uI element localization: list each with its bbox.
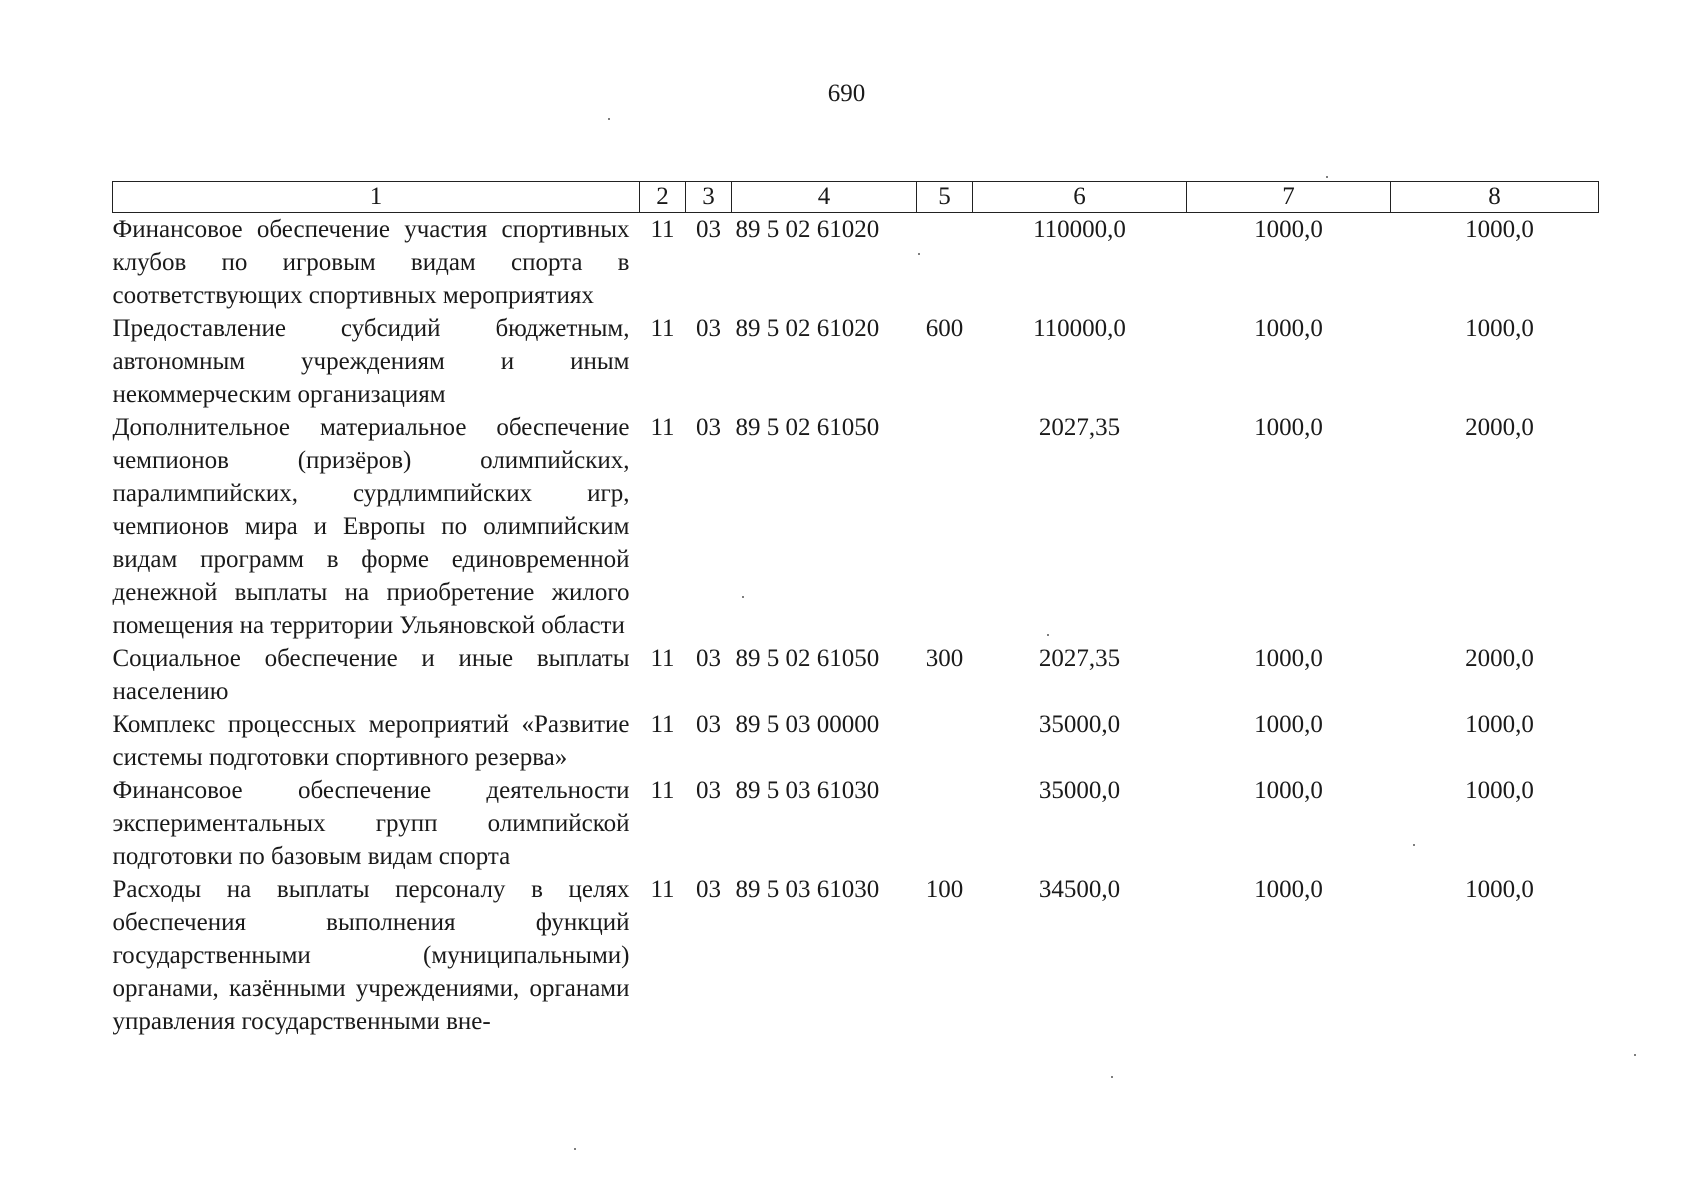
column-header: 5 — [917, 182, 973, 213]
budget-table — [112, 181, 1599, 1038]
amount-col8: 1000,0 — [1465, 216, 1534, 243]
scan-speck — [1326, 176, 1328, 178]
amount-col8: 1000,0 — [1465, 876, 1534, 903]
amount-col8: 1000,0 — [1465, 315, 1534, 342]
section-code: 11 — [650, 315, 675, 342]
amount-col6: 34500,0 — [1038, 876, 1121, 903]
scan-speck — [1047, 634, 1049, 636]
amount-col6: 2027,35 — [1038, 645, 1121, 672]
amount-col8: 2000,0 — [1465, 414, 1534, 441]
subsection-code: 03 — [696, 315, 721, 342]
subsection-code: 03 — [696, 777, 721, 804]
subsection-code: 03 — [696, 414, 721, 441]
subsection-code: 03 — [696, 711, 721, 738]
column-header: 8 — [1391, 182, 1599, 213]
expense-type-code — [917, 411, 973, 642]
target-article-code: 89 5 02 61050 — [735, 414, 880, 441]
expense-type-code — [917, 774, 973, 873]
target-article-code: 89 5 03 00000 — [735, 711, 880, 738]
row-description: Расходы на выплаты персоналу в целях обеспечения выполнения функций государственными (муниципальными) органами, казёнными учреждениями, органами управления государственными вне- — [112, 876, 630, 1035]
scan-speck — [1634, 1054, 1636, 1056]
target-article-code: 89 5 02 61050 — [735, 645, 880, 672]
expense-type-code: 100 — [925, 876, 964, 903]
expense-type-code: 300 — [925, 645, 964, 672]
amount-col7: 1000,0 — [1254, 777, 1323, 804]
target-article-code: 89 5 03 61030 — [735, 876, 880, 903]
amount-col8: 1000,0 — [1465, 777, 1534, 804]
expense-type-code: 600 — [925, 315, 964, 342]
section-code: 11 — [650, 216, 675, 243]
table-row — [113, 873, 1599, 1038]
column-header: 2 — [640, 182, 686, 213]
expense-type-code — [917, 213, 973, 313]
row-description: Финансовое обеспечение деятельности экспериментальных групп олимпийской подготовки по базовым видам спорта — [112, 777, 630, 870]
amount-col8: 2000,0 — [1465, 645, 1534, 672]
row-description: Финансовое обеспечение участия спортивных клубов по игровым видам спорта в соответствующих спортивных мероприятиях — [112, 216, 630, 309]
scan-speck — [608, 118, 610, 120]
amount-col6: 110000,0 — [1033, 315, 1126, 342]
scan-speck — [918, 253, 920, 255]
row-description: Комплекс процессных мероприятий «Развитие системы подготовки спортивного резерва» — [112, 711, 630, 771]
target-article-code: 89 5 03 61030 — [735, 777, 880, 804]
table-row — [113, 312, 1599, 411]
scan-speck — [1111, 1076, 1113, 1078]
column-header: 6 — [973, 182, 1187, 213]
subsection-code: 03 — [696, 876, 721, 903]
table-row — [113, 642, 1599, 708]
column-header: 1 — [113, 182, 640, 213]
section-code: 11 — [650, 777, 675, 804]
amount-col8: 1000,0 — [1465, 711, 1534, 738]
section-code: 11 — [650, 876, 675, 903]
table-row — [113, 774, 1599, 873]
amount-col7: 1000,0 — [1254, 711, 1323, 738]
scan-speck — [574, 1148, 576, 1150]
column-header: 4 — [732, 182, 917, 213]
subsection-code: 03 — [696, 645, 721, 672]
expense-type-code — [917, 708, 973, 774]
amount-col7: 1000,0 — [1254, 876, 1323, 903]
amount-col7: 1000,0 — [1254, 414, 1323, 441]
amount-col7: 1000,0 — [1254, 315, 1323, 342]
scan-speck — [1413, 844, 1415, 846]
scan-speck — [742, 596, 744, 598]
row-description: Предоставление субсидий бюджетным, автономным учреждениям и иным некоммерческим организациям — [112, 315, 630, 408]
table-header-row — [113, 182, 1599, 213]
subsection-code: 03 — [696, 216, 721, 243]
amount-col6: 110000,0 — [1033, 216, 1126, 243]
table-row — [113, 213, 1599, 313]
table-row — [113, 708, 1599, 774]
amount-col6: 35000,0 — [1038, 777, 1121, 804]
amount-col7: 1000,0 — [1254, 216, 1323, 243]
target-article-code: 89 5 02 61020 — [735, 315, 880, 342]
section-code: 11 — [650, 711, 675, 738]
section-code: 11 — [650, 645, 675, 672]
amount-col6: 2027,35 — [1038, 414, 1121, 441]
column-header: 7 — [1187, 182, 1391, 213]
page-number: 690 — [827, 80, 866, 107]
table-row — [113, 411, 1599, 642]
column-header: 3 — [686, 182, 732, 213]
amount-col6: 35000,0 — [1038, 711, 1121, 738]
target-article-code: 89 5 02 61020 — [735, 216, 880, 243]
amount-col7: 1000,0 — [1254, 645, 1323, 672]
section-code: 11 — [650, 414, 675, 441]
row-description: Социальное обеспечение и иные выплаты населению — [112, 645, 630, 705]
row-description: Дополнительное материальное обеспечение чемпионов (призёров) олимпийских, паралимпийских, сурдлимпийских игр, чемпионов мира и Европы по олимпийским видам программ в форме единовременной денежной выплаты на приобретение жилого помещения на территории Ульяновской области — [112, 414, 630, 639]
